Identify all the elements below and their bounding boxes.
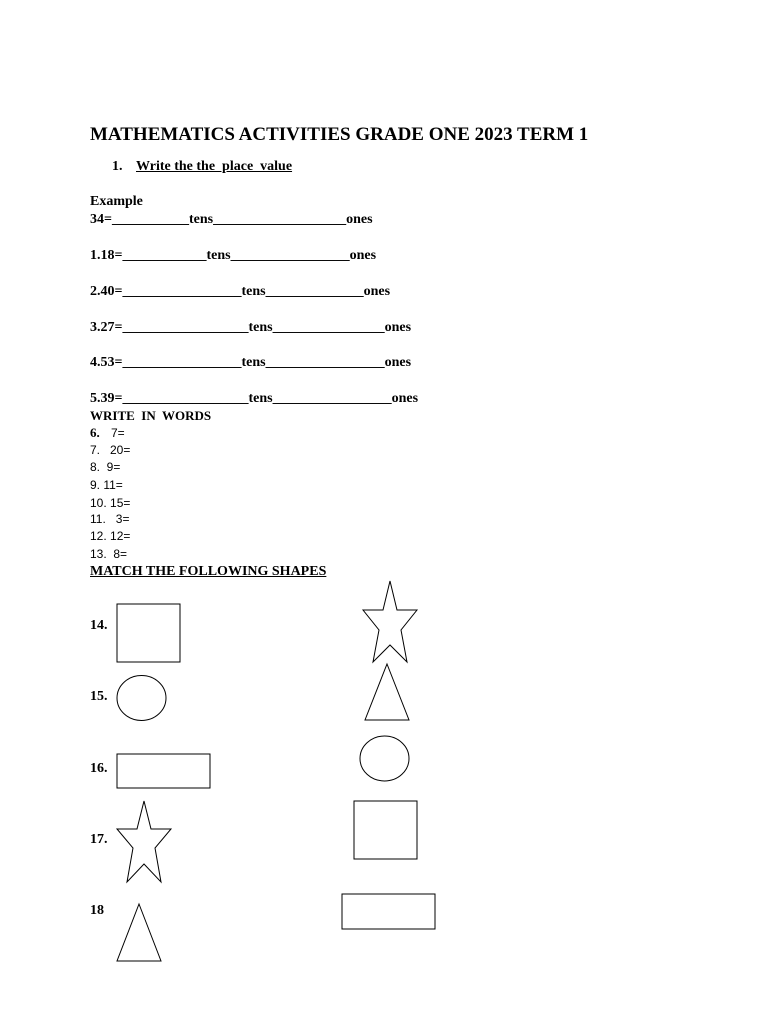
words-item-7: 7. 20= — [90, 443, 131, 457]
right-rectangle-shape[interactable] — [342, 894, 435, 929]
right-circle-shape[interactable] — [360, 736, 409, 781]
question-1-instruction: Write the the place value — [136, 159, 293, 174]
write-in-words-heading: WRITE IN WORDS — [90, 408, 212, 423]
words-item-8: 8. 9= — [90, 460, 121, 474]
left-square-shape[interactable] — [117, 604, 180, 662]
shape-label-14: 14. — [90, 618, 108, 633]
shape-label-18: 18 — [90, 903, 104, 918]
left-rectangle-shape[interactable] — [117, 754, 210, 788]
right-square-shape[interactable] — [354, 801, 417, 859]
shape-label-16: 16. — [90, 761, 108, 776]
match-shapes-heading: MATCH THE FOLLOWING SHAPES — [90, 564, 327, 579]
place-value-item-4: 4.53=_________________tens_________________ones — [90, 355, 412, 370]
words-item-9: 9. 11= — [90, 478, 123, 492]
words-item-10: 10. 15= — [90, 496, 131, 510]
words-item-13: 13. 8= — [90, 547, 128, 561]
words-item-6-number: 6. — [90, 425, 100, 440]
words-item-12: 12. 12= — [90, 529, 131, 543]
left-circle-shape[interactable] — [117, 676, 166, 721]
place-value-item-3: 3.27=__________________tens________________ones — [90, 320, 412, 335]
example-label: Example — [90, 194, 143, 209]
page-title: MATHEMATICS ACTIVITIES GRADE ONE 2023 TERM 1 — [90, 124, 589, 145]
place-value-item-1: 1.18=____________tens_________________ones — [90, 248, 377, 263]
example-line: 34=___________tens___________________ones — [90, 212, 373, 227]
left-triangle-shape[interactable] — [117, 904, 161, 961]
shape-label-17: 17. — [90, 832, 108, 847]
words-item-11: 11. 3= — [90, 512, 130, 526]
place-value-item-2: 2.40=_________________tens______________ones — [90, 284, 391, 299]
right-triangle-shape[interactable] — [365, 664, 409, 720]
shape-label-15: 15. — [90, 689, 108, 704]
right-star-shape[interactable] — [363, 581, 417, 662]
place-value-item-5: 5.39=__________________tens_________________ones — [90, 391, 419, 406]
left-star-shape[interactable] — [117, 801, 171, 882]
words-item-6-value: 7= — [111, 426, 125, 440]
question-1-number: 1. — [112, 159, 123, 174]
